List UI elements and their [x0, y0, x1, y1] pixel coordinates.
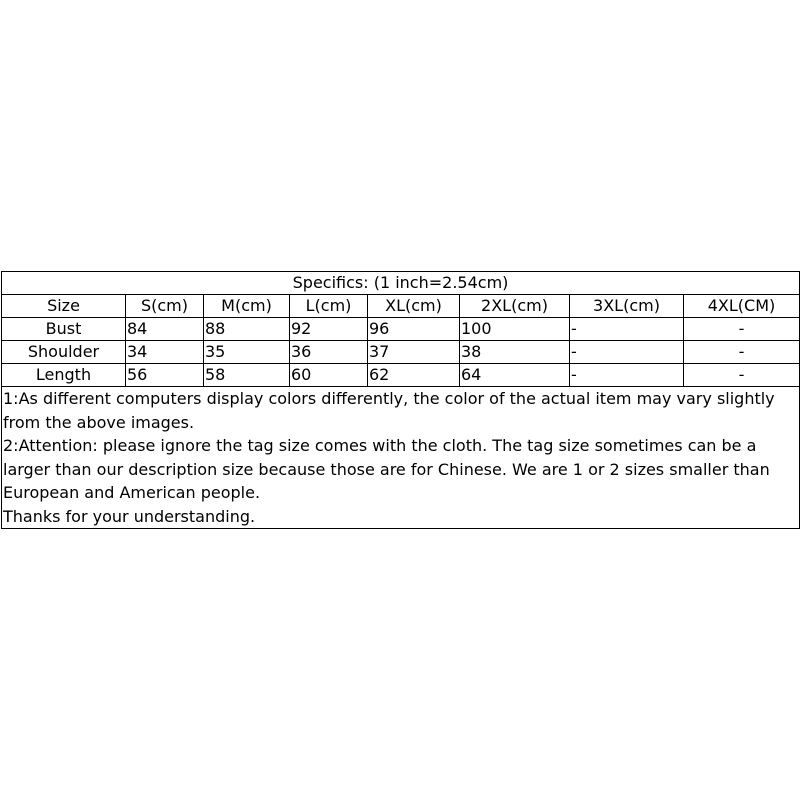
table-cell: 60 [290, 364, 368, 387]
note-color-disclaimer: 1:As different computers display colors differently, the color of the actual item may vary slightly from the above images. [3, 389, 775, 432]
table-cell: - [570, 364, 684, 387]
header-l: L(cm) [290, 295, 368, 318]
header-xl: XL(cm) [368, 295, 460, 318]
note-thanks: Thanks for your understanding. [3, 506, 256, 526]
table-cell: - [684, 318, 800, 341]
table-cell: 62 [368, 364, 460, 387]
notes-row [2, 387, 800, 529]
row-label: Shoulder [2, 341, 126, 364]
table-cell: 88 [204, 318, 290, 341]
title-row [2, 272, 800, 295]
header-size: Size [2, 295, 126, 318]
table-cell: - [570, 341, 684, 364]
table-cell: - [684, 364, 800, 387]
table-row-length [2, 364, 800, 387]
header-s: S(cm) [126, 295, 204, 318]
table-row-bust [2, 318, 800, 341]
header-4xl: 4XL(CM) [684, 295, 800, 318]
table-cell: 37 [368, 341, 460, 364]
note-tag-size-attention: 2:Attention: please ignore the tag size comes with the cloth. The tag size sometimes can be a larger than our description size because those are for Chinese. We are 1 or 2 sizes smaller than European and American people. [3, 436, 770, 502]
table-cell: 36 [290, 341, 368, 364]
table-cell: 58 [204, 364, 290, 387]
table-cell: 96 [368, 318, 460, 341]
table-cell: 38 [460, 341, 570, 364]
header-m: M(cm) [204, 295, 290, 318]
header-2xl: 2XL(cm) [460, 295, 570, 318]
header-3xl: 3XL(cm) [570, 295, 684, 318]
row-label: Length [2, 364, 126, 387]
row-label: Bust [2, 318, 126, 341]
table-title: Specifics: (1 inch=2.54cm) [2, 272, 800, 295]
header-row [2, 295, 800, 318]
table-cell: 92 [290, 318, 368, 341]
table-cell: 64 [460, 364, 570, 387]
table-cell: - [570, 318, 684, 341]
table-cell: 35 [204, 341, 290, 364]
notes-cell [2, 387, 800, 529]
table-cell: 84 [126, 318, 204, 341]
table-cell: - [684, 341, 800, 364]
table-cell: 100 [460, 318, 570, 341]
table-cell: 56 [126, 364, 204, 387]
table-cell: 34 [126, 341, 204, 364]
table-row-shoulder [2, 341, 800, 364]
size-chart-table [1, 271, 800, 529]
